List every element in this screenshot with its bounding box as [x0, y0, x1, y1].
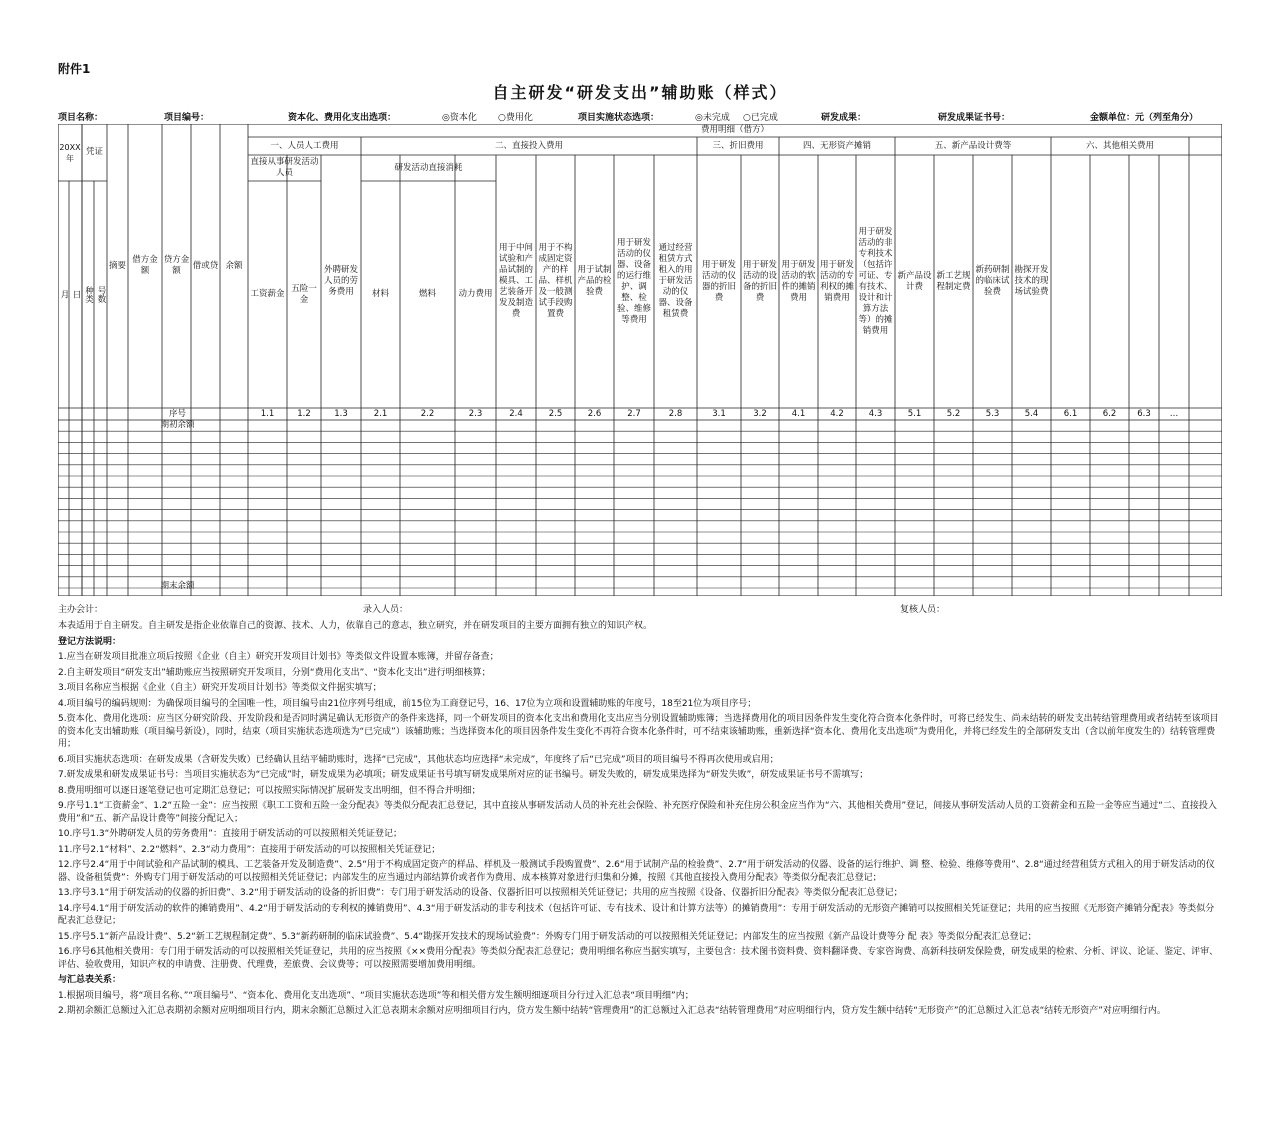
summary-heading: 与汇总表关系：	[58, 975, 122, 985]
column-seq-number: 2.2	[420, 408, 435, 419]
project-meta-row	[58, 110, 1222, 124]
summary-items	[58, 990, 1222, 1018]
radio-undone[interactable]: ◎未完成	[695, 113, 730, 123]
notes-section	[58, 620, 1222, 1021]
column-header: 用于试制产品的检验费	[577, 265, 612, 297]
result-cert-label: 研发成果证书号：	[938, 113, 1011, 123]
column-seq-number: 5.4	[1024, 408, 1039, 419]
column-seq-number: 3.2	[753, 408, 767, 419]
column-seq-number: 4.3	[868, 408, 883, 419]
column-header: 用于研发活动的非专利技术（包括许可证、专有技术、设计和计算方法等）的摊销费用	[858, 226, 893, 336]
radio-done[interactable]: ○已完成	[743, 113, 778, 123]
summary-header: 摘要	[108, 260, 126, 271]
method-items	[58, 651, 1222, 971]
column-seq-number: 1.2	[297, 408, 311, 419]
column-seq-number: 2.4	[509, 408, 523, 419]
method-item: 3.项目名称应当根据《企业（自主）研究开发项目计划书》等类似文件据实填写；	[58, 683, 382, 693]
column-header: 勘探开发技术的现场试验费	[1014, 265, 1049, 297]
cap-option-label: 资本化、费用化支出选项：	[288, 113, 397, 123]
summary-item: 2.期初余额汇总额过入汇总表期初余额对应明细项目行内，期末余额汇总额过入汇总表期末余额对应明细项目行内，贷方发生额中结转“管理费用”的汇总额过入汇总表“结转管理费用”对应明细行内，贷方发生额中结转“无形资产”的汇总额过入汇总表“结转无形资产”对应明细行内。	[58, 1006, 1166, 1016]
column-header: 新工艺规程制定费	[936, 270, 971, 292]
method-item: 11.序号2.1“材料”、2.2“燃料”、2.3“动力费用”：直接用于研发活动的可以按照相关凭证登记；	[58, 844, 441, 855]
balance-header: 余额	[225, 260, 243, 271]
column-header: 工资薪金	[250, 289, 285, 299]
method-item: 1.应当在研发项目批准立项后按照《企业（自主）研究开发项目计划书》等类似文件设置本账簿，并留存备查；	[58, 652, 499, 662]
column-header: 五险一金	[291, 283, 317, 305]
voucher-header: 凭证	[85, 147, 103, 157]
column-header: 动力费用	[458, 289, 493, 299]
column-header: 通过经营租赁方式租入的用于研发活动的仪器、设备租赁费	[658, 243, 693, 319]
annex-label: 附件1	[58, 62, 91, 76]
voucher-number-header: 号数	[96, 286, 106, 303]
page-title: 自主研发“研发支出”辅助账（样式）	[492, 83, 788, 102]
column-seq-number: 2.6	[587, 408, 602, 419]
radio-capitalized[interactable]: ◎资本化	[442, 113, 477, 123]
column-header: 燃料	[418, 289, 436, 299]
column-seq-number: 3.1	[712, 408, 726, 419]
seq-row-label: 序号	[168, 408, 186, 419]
method-item: 15.序号5.1“新产品设计费”、5.2“新工艺规程制定费”、5.3“新药研制的临床试验费”、5.4“勘探开发技术的现场试验费”：外购专门用于研发活动的可以按照相关凭证登记；内部发生的应当按照《新产品设计费等分 配 表》等类似分配表汇总登记；	[58, 931, 1037, 942]
column-header: 用于中间试验和产品试制的模具、工艺装备开发及制造费	[498, 243, 533, 319]
ledger-table	[58, 124, 1222, 596]
column-header: 用于研发活动的设备的折旧费	[742, 259, 777, 303]
column-seq-number: 5.3	[985, 408, 1000, 419]
column-seq-number: 4.2	[830, 408, 844, 419]
column-seq-number: 6.1	[1063, 408, 1078, 419]
project-code-label: 项目编号：	[164, 113, 210, 123]
debit-or-credit-header: 借或贷	[192, 260, 219, 271]
column-seq-number: …	[1169, 408, 1179, 419]
column-seq-number: 5.2	[946, 408, 961, 419]
credit-amount-header: 贷方金额	[163, 255, 190, 276]
group-header: 六、其他相关费用	[1085, 140, 1154, 151]
method-item: 9.序号1.1“工资薪金”、1.2“五险一金”：应当按照《职工工资和五险一金分配表》等类似分配表汇总登记，其中直接从事研发活动人员的补充社会保险、补充医疗保险和补充住房公积金应当作为“六、其他相关费用”登记，间接从事研发活动人员的工资薪金和五险一金等应当通过“二、直接投入费用”和“五、新产品设计费等”间接分配记入；	[58, 801, 1217, 824]
month-header: 月	[59, 290, 69, 299]
status-option-label: 项目实施状态选项：	[578, 113, 660, 123]
column-seq-number: 4.1	[791, 408, 806, 419]
column-seq-number: 2.3	[468, 408, 483, 419]
column-seq-number: 2.5	[548, 408, 563, 419]
year-header: 20XX年	[59, 142, 81, 163]
method-heading: 登记方法说明：	[58, 636, 122, 647]
column-header: 用于研发活动的仪器的折旧费	[701, 259, 736, 303]
column-header: 外聘研发人员的劳务费用	[323, 265, 358, 297]
method-item: 7.研发成果和研发成果证书号：当项目实施状态为“已完成”时，研发成果为必填项；研发成果证书号填写研发成果所对应的证书编号。研发失败的，研发成果选择为“研发失败”，研发成果证书号不需填写；	[58, 770, 869, 780]
unit-label: 金额单位：元（列至角分）	[1090, 113, 1199, 123]
column-header: 用于不构成固定资产的样品、样机及一般测试手段购置费	[538, 243, 573, 319]
column-header: 新药研制的临床试验费	[975, 265, 1010, 297]
method-item: 16.序号6其他相关费用：专门用于研发活动的可以按照相关凭证登记，共用的应当按照《××费用分配表》等类似分配表汇总登记；费用明细名称应当据实填写，主要包含：技术图书资料费、资料翻译费、专家咨询费、高新科技研发保险费，研发成果的检索、分析、评议、论证、鉴定、评审、评估、验收费用，知识产权的申请费、注册费、代理费，差旅费、会议费等；可以按照需要增加费用明细。	[58, 947, 1219, 970]
opening-balance-label: 期初余额	[160, 420, 195, 431]
column-header: 用于研发活动的软件的摊销费用	[781, 259, 816, 303]
method-item: 6.项目实施状态选项：在研发成果（含研发失败）已经确认且结平辅助账时，选择“已完成”，其他状态均应选择“未完成”，年度终了后“已完成”项目的项目编号不得再次使用或启用；	[58, 754, 779, 765]
direct-consume-subheader: 研发活动直接消耗	[394, 162, 463, 173]
column-seq-number: 2.8	[668, 408, 683, 419]
column-seq-number: 6.3	[1137, 408, 1151, 419]
group-header: 一、人员人工费用	[270, 140, 339, 151]
column-header: 材料	[371, 289, 389, 299]
method-item: 13.序号3.1“用于研发活动的仪器的折旧费”、3.2“用于研发活动的设备的折旧费”：专门用于研发活动的设备、仪器折旧可以按照相关凭证登记；共用的应当按照《设备、仪器折旧分配表》等类似分配表汇总登记；	[58, 888, 903, 898]
group-header: 三、折旧费用	[712, 140, 764, 151]
radio-expensed[interactable]: ○费用化	[498, 113, 533, 123]
reviewer-label: 复核人员：	[900, 605, 946, 615]
expense-detail-header: 费用明细（借方）	[700, 125, 769, 135]
day-header: 日	[71, 290, 81, 299]
summary-item: 1.根据项目编号，将“项目名称、”“项目编号”、“资本化、费用化支出选项”、“项目实施状态选项”等和相关借方发生额明细逐项目分行过入汇总表“项目明细”内；	[58, 990, 694, 1001]
result-label: 研发成果：	[821, 113, 867, 123]
column-seq-number: 6.2	[1102, 408, 1117, 419]
group-header: 四、无形资产摊销	[802, 140, 871, 151]
method-item: 12.序号2.4“用于中间试验和产品试制的模具、工艺装备开发及制造费”、2.5“用于不构成固定资产的样品、样机及一般测试手段购置费”、2.6“用于试制产品的检验费”、2.7“用于研发活动的仪器、设备的运行维护、调 整、检验、维修等费用”、2.8“通过经营租赁方式租入的用于研发活动的仪器、设备租赁费”：外购专门用于研发活动的可以按照相关凭证登记；内部发生的应当通过内部结算价或者作为费用、成本核算对象进行归集和分摊，按照《其他直接投入费用分配表》等类似分配表汇总登记；	[58, 860, 1215, 883]
column-header: 用于研发活动的专利权的摊销费用	[819, 259, 854, 303]
column-seq-number: 1.1	[260, 408, 275, 419]
group-header: 五、新产品设计费等	[934, 140, 1012, 151]
method-item: 10.序号1.3“外聘研发人员的劳务费用”：直接用于研发活动的可以按照相关凭证登记；	[58, 829, 402, 839]
method-item: 14.序号4.1“用于研发活动的软件的摊销费用”、4.2“用于研发活动的专利权的摊销费用”、4.3“用于研发活动的非专利技术（包括许可证、专有技术、设计和计算方法等）的摊销费用”：专用于研发活动的无形资产摊销可以按照相关凭证登记；共用的应当按照《无形资产摊销分配表》等类似分配表汇总登记；	[58, 903, 1215, 926]
notes-intro: 本表适用于自主研发。自主研发是指企业依靠自己的资源、技术、人力，依靠自己的意志，独立研究，并在研发项目的主要方面拥有独立的知识产权。	[58, 621, 653, 631]
debit-amount-header: 借方金额	[132, 255, 158, 276]
column-seq-number: 2.7	[627, 408, 641, 419]
method-item: 2.自主研发项目“研发支出”辅助账应当按照研究开发项目，分别“费用化支出”、“资本化支出”进行明细核算；	[58, 667, 491, 678]
entry-clerk-label: 录入人员：	[363, 605, 409, 615]
column-seq-number: 1.3	[334, 408, 348, 419]
method-item: 5.资本化、费用化选项：应当区分研究阶段、开发阶段和是否同时满足确认无形资产的条件来选择，同一个研发项目的资本化支出和费用化支出应当分别设置辅助账簿；当选择费用化的项目因条件发生变化符合资本化条件时，可将已经发生、尚未结转的研发支出转结管理费用或者结转至该项目的资本化支出辅助账（项目编号新设），同时，结束（项目实施状态选项选为“已完成”）该辅助账；当选择资本化的项目因条件发生变化不再符合资本化条件时，可不结束该辅助账，重新选择“资本化、费用化支出选项”为费用化，并将已经发生的全部研发支出（含以前年度发生的）结转管理费用；	[58, 714, 1219, 749]
project-name-label: 项目名称：	[58, 113, 104, 123]
chief-accountant-label: 主办会计：	[58, 605, 104, 615]
voucher-type-header: 种类	[83, 286, 94, 303]
group-header: 二、直接投入费用	[494, 140, 563, 151]
column-header: 用于研发活动的仪器、设备的运行维护、调整、检验、维修等费用	[616, 237, 651, 325]
closing-balance-label: 期末余额	[160, 580, 195, 591]
column-seq-number: 2.1	[373, 408, 388, 419]
direct-staff-subheader: 直接从事研发活动人员	[250, 157, 319, 178]
column-seq-number: 5.1	[907, 408, 922, 419]
column-header: 新产品设计费	[897, 270, 932, 292]
method-item: 4.项目编号的编码规则：为确保项目编号的全国唯一性，项目编号由21位序列号组成，前15位为工商登记号，16、17位为立项和设置辅助账的年度号，18至21位为项目序号；	[58, 698, 757, 709]
method-item: 8.费用明细可以逐日逐笔登记也可定期汇总登记；可以按照实际情况扩展研发支出明细，但不得合并明细；	[58, 785, 481, 796]
